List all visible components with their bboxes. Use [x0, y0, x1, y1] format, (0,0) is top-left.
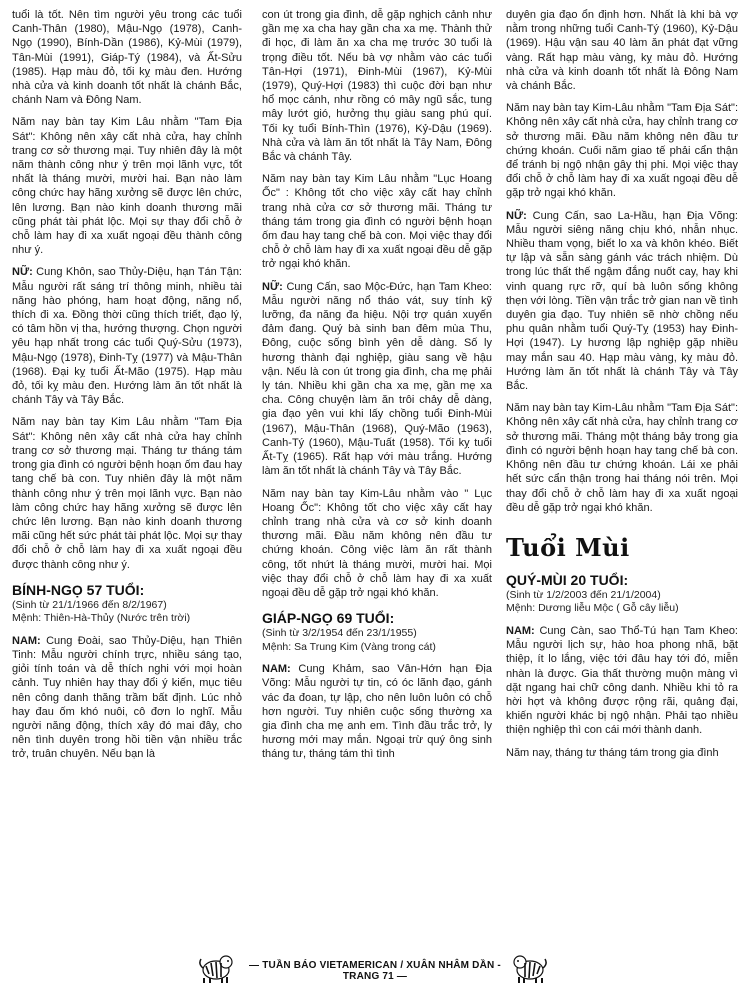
paragraph [506, 209, 738, 394]
paragraph: Năm nay bàn tay Kim Lâu nhằm "Lục Hoang Ốc" : Không tốt cho việc xây cất hay chỉnh trang nhà cửa cơ sở thương mãi. Tháng tư tháng tám trong gia đình có người bệnh hoạn ốm đau hay tang chế bà con. Mọi việc thay đổi chỗ ở chỗ làm hay đi xa xuất ngoại đều dễ gặp trở ngại khó khăn. [262, 173, 492, 271]
birth-range: (Sinh từ 3/2/1954 đến 23/1/1955) [262, 627, 417, 640]
element-line: Mệnh: Thiên-Hà-Thủy (Nước trên trời) [12, 612, 191, 625]
footer-text: — TUẦN BÁO VIETAMERICAN / XUÂN NHÂM DẦN - TRANG 71 — [249, 960, 501, 982]
paragraph: con út trong gia đình, dễ gặp nghịch cảnh như gần mẹ xa cha hay gần cha xa mẹ. Thành thử đi học, đi làm ăn xa cha mẹ trước 30 tuổi là trọng điều tốt. Nếu bà vợ nhằm vào các tuổi Tân-Hợi (1971), Đinh-Mùi (1967), Kỷ-Mùi (1979), Quý-Hợi (1983) thì cuộc đời bạn như hổ mọc cánh, như rồng có mây ngũ sắc, tung mây lướt gió, hưởng thụ giàu sang phú quí. Tối kỵ tuổi Bính-Thìn (1976), Kỷ-Dậu (1969). Nhà cửa và làm ăn tốt nhất là Tây Nam, Đông Bắc và chánh Tây. [262, 9, 492, 164]
section-heading: QUÝ-MÙI 20 TUỔI: [506, 571, 629, 588]
paragraph-text: Cung Khôn, sao Thủy-Diệu, hạn Tán Tận: Mẫu người rất sáng trí thông minh, nhiều tài năng hào phóng, ham hoạt động, năng nổ, thích đi xa. Đồng thời cũng thích triết, đạo lý, có tâm hồn vị tha, hướng thượng. Chọn người yêu hạp nhất trong các tuổi Quý-Sửu (1973), Mậu-Ngọ (1978), Đinh-Tỵ (1977) và Mậu-Thân (1968). Đại kỵ tuổi Ất-Mão (1975). Hạp màu đỏ, tối kỵ màu đen. Hướng làm ăn tốt nhất là chánh Tây và Tây Bắc. [12, 266, 242, 407]
birth-range: (Sinh từ 21/1/1966 đến 8/2/1967) [12, 598, 167, 611]
paragraph-text: Cung Càn, sao Thổ-Tú hạn Tam Kheo: Mẫu người lịch sự, hào hoa phong nhã, bặt thiệp, ít lo lắng, việc tới đâu hay tới đó, miễn nhàn là được. Gia thất thường muộn màng vì dặt ngang hai chữ công danh. Nhiều khi tỏ ra hời hợt và không được rộng rãi, quảng đại, khiến người khác bị ngộ nhận. Phải tạo nhiều thiện nghiệp thì con cái mới thành danh. [506, 624, 738, 737]
column-1 [12, 8, 242, 943]
element-line: Mệnh: Dương liễu Mộc ( Gỗ cây liễu) [506, 602, 679, 615]
paragraph: tuổi là tốt. Nên tìm người yêu trong các tuổi Canh-Thân (1980), Mậu-Ngọ (1978), Canh-Ngọ (1990), Bính-Dần (1986), Kỷ-Mùi (1979), Tân-Mùi (1991), Giáp-Tý (1984), và Ất-Sửu (1985). Hạp màu đỏ, tối kỵ màu đen. Hướng nhà cửa và kinh doanh tốt nhất là chánh Bắc, chánh Nam và Đông Nam. [12, 9, 242, 107]
paragraph-lead: NAM: [506, 624, 535, 637]
paragraph-lead: NAM: [262, 663, 291, 676]
paragraph-text: Cung Đoài, sao Thủy-Diệu, hạn Thiên Tinh: Mẫu người chính trực, nhiều sáng tạo, giỏi tính toán và dễ thích nghi với mọi hoàn cảnh. Tuy nhiên hay thay đổi ý kiến, mục tiêu nên công danh thăng trầm bất định. Lúc nhỏ hay đau ốm khó nuôi, cô đơn lo nghĩ. Mẫu người năng động, thích xây đó mai đây, cho nên tình duyên trong hồi tiền vận nhiều trắc trở, truân chuyên. Nếu bạn là [12, 634, 242, 761]
paragraph [506, 624, 738, 738]
paragraph: Năm nay bàn tay Kim Lâu nhằm "Tam Địa Sát": Không nên xây cất nhà cửa, hay chỉnh trang cơ sở thương mại. Tuy nhiên đây là một năm thành công như ý trên mọi lãnh vực, tốt nhất là tháng mười, mười hai. Bạn nào làm công chức hay hãng xưởng sẽ được lên chức, lên lương. Bạn nào kinh doanh thương mãi cũng phát tài phát lộc. Mọi sự thay đổi chỗ ở chỗ làm hay đi xa xuất ngoại đều thành công như ý. [12, 116, 242, 257]
paragraph-lead: NỮ: [12, 266, 33, 279]
paragraph-lead: NỮ: [262, 280, 283, 293]
paragraph: Năm nay bàn tay Kim-Lâu nhằm "Tam Địa Sát": Không nên xây cất nhà cửa, hay chỉnh trang cơ sở thương mãi. Đầu năm không nên đầu tư chứng khoán. Cuối năm giao tế phải cẩn thận để tránh bị ngộ nhận gây thị phi. Mọi việc thay đổi chỗ ở chỗ làm hay đi xa xuất ngoại đều dễ gặp trở ngại khó khăn. [506, 102, 738, 200]
element-line: Mệnh: Sa Trung Kim (Vàng trong cát) [262, 640, 436, 653]
birth-range: (Sinh từ 1/2/2003 đến 21/1/2004) [506, 588, 661, 601]
paragraph: Năm nay bàn tay Kim-Lâu nhằm "Tam Địa Sát": Không nên xây cất nhà cửa, hay chỉnh trang cơ sở thương mãi. Tháng một tháng bảy trong gia đình có người bệnh hoạn hay tang chế bà con. Không nên đầu tư chứng khoán. Lái xe phải hết sức cẩn thận trong hai tháng nói trên. Mọi thay đổi chỗ ở chỗ làm hay đi xa xuất ngoại đều dễ gặp trở ngại khó khăn. [506, 402, 738, 514]
paragraph: Năm nay bàn tay Kim Lâu nhằm "Tam Địa Sát": Không nên xây cất nhà cửa hay chỉnh trang cơ sở thương mại. Tháng tư tháng tám trong gia đình có người bệnh hoạn ốm đau hay tang chế bà con. Tuy nhiên đây là một năm thành công như ý trên mọi lãnh vực. Bạn nào làm công chức hay hãng xưởng sẽ được lên chức lên lương. Bạn nào kinh doanh thương mãi cũng hết sức phát tài phát lộc. Mọi sự thay đổi chỗ ở chỗ làm hay đi xa xuất ngoại đều được thành công như ý. [12, 416, 242, 571]
section-heading: BÍNH-NGỌ 57 TUỔI: [12, 581, 145, 598]
paragraph-lead: NỮ: [506, 209, 527, 222]
paragraph [262, 280, 492, 479]
paragraph: duyên gia đạo ổn định hơn. Nhất là khi bà vợ nằm trong những tuổi Canh-Tý (1960), Kỷ-Dậu (1969). Hậu vận sau 40 làm ăn phát đạt vững vàng. Rất hạp màu vàng, kỵ màu đỏ. Hướng nhà cửa và kinh doanh tốt nhất là Đông Nam và chánh Bắc. [506, 9, 738, 93]
column-2 [262, 8, 492, 943]
paragraph-text: Cung Khảm, sao Vân-Hớn hạn Địa Võng: Mẫu người tự tin, có óc lãnh đạo, gánh vác đa đoan, tự lập, cho nên luôn luôn có chỗ hơn người. Tuy nhiên cuộc sống thường xa gia đình cha mẹ anh em. Tình đầu trắc trở, ly hương mới may mắn. Ngoại trừ quý ông sinh tháng tư, tháng tám thì tình [262, 663, 492, 761]
paragraph: Năm nay, tháng tư tháng tám trong gia đình [506, 746, 719, 759]
paragraph-text: Cung Cấn, sao La-Hầu, hạn Địa Võng: Mẫu người siêng năng chịu khó, nhẫn nhục. Nhiều tham vọng, biết lo xa và khôn khéo. Biết tự lập và sẵn sàng gánh vác trách nhiệm. Dù trong lúc thất thế ngậm đắng nuốt cay, hay khi vinh quang rực rỡ, quí bà luôn sống không thẹn với lòng. Tiền vận trắc trở gian nan về tình duyên gia đạo. Tuy nhiên sẽ nhờ chồng nếu phu quân nhằm tuổi Quý-Tỵ (1953) hay Đinh-Hợi (1947). Ly hương lập nghiệp gặp nhiều may mắn sau 40. Hạp màu vàng, kỵ màu đỏ. Hướng làm ăn tốt nhất là chánh Tây và Tây Bắc. [506, 209, 738, 393]
section-heading: GIÁP-NGỌ 69 TUỔI: [262, 610, 395, 627]
paragraph [262, 662, 492, 761]
zodiac-title: Tuổi Mùi [506, 532, 630, 562]
column-3 [506, 8, 738, 943]
page-footer [0, 950, 750, 990]
tiger-icon [512, 950, 548, 984]
paragraph: Năm nay bàn tay Kim-Lâu nhằm vào " Lục Hoang Ốc": Không tốt cho việc xây cất hay chỉnh trang nhà cửa và cơ sở kinh doanh thương mãi. Đầu năm không nên đầu tư chứng khoán. Công việc làm ăn rất thành công, tốt nhứt là tháng mười, mười hai. Mọi việc thay đổi chỗ ở chỗ làm hay đi xa xuất ngoại đều dễ gặp trở ngại khó khăn. [262, 487, 492, 599]
paragraph-text: Cung Cấn, sao Mộc-Đức, hạn Tam Kheo: Mẫu người năng nổ tháo vát, suy tính kỹ lưỡng, đa năng đa hiệu. Nội trợ quán xuyến đảm đang. Quý bà sinh ban đêm mùa Thu, Đông, cuộc sống bình yên dễ dàng. Số ly hương thành đại nghiệp, giàu sang về hậu vận. Nếu là con út trong gia đình, cha mẹ phải ly tán. Nhiều khi gần cha xa mẹ, gần mẹ xa cha. Công chuyện làm ăn trôi chảy dễ dàng, gia đạo yên vui khi lấy chồng tuổi Đinh-Mùi (1967), Mậu-Thân (1968), Quý-Mão (1963), Canh-Tý (1960), Mậu-Tuất (1958). Tối kỵ tuổi Ất-Tỵ (1965). Rất hạp với màu trắng. Hướng làm ăn tốt nhất là chánh Tây và Tây Bắc. [262, 280, 492, 478]
paragraph [12, 634, 242, 762]
tiger-icon [198, 950, 234, 984]
paragraph [12, 265, 242, 407]
paragraph-lead: NAM: [12, 634, 41, 647]
